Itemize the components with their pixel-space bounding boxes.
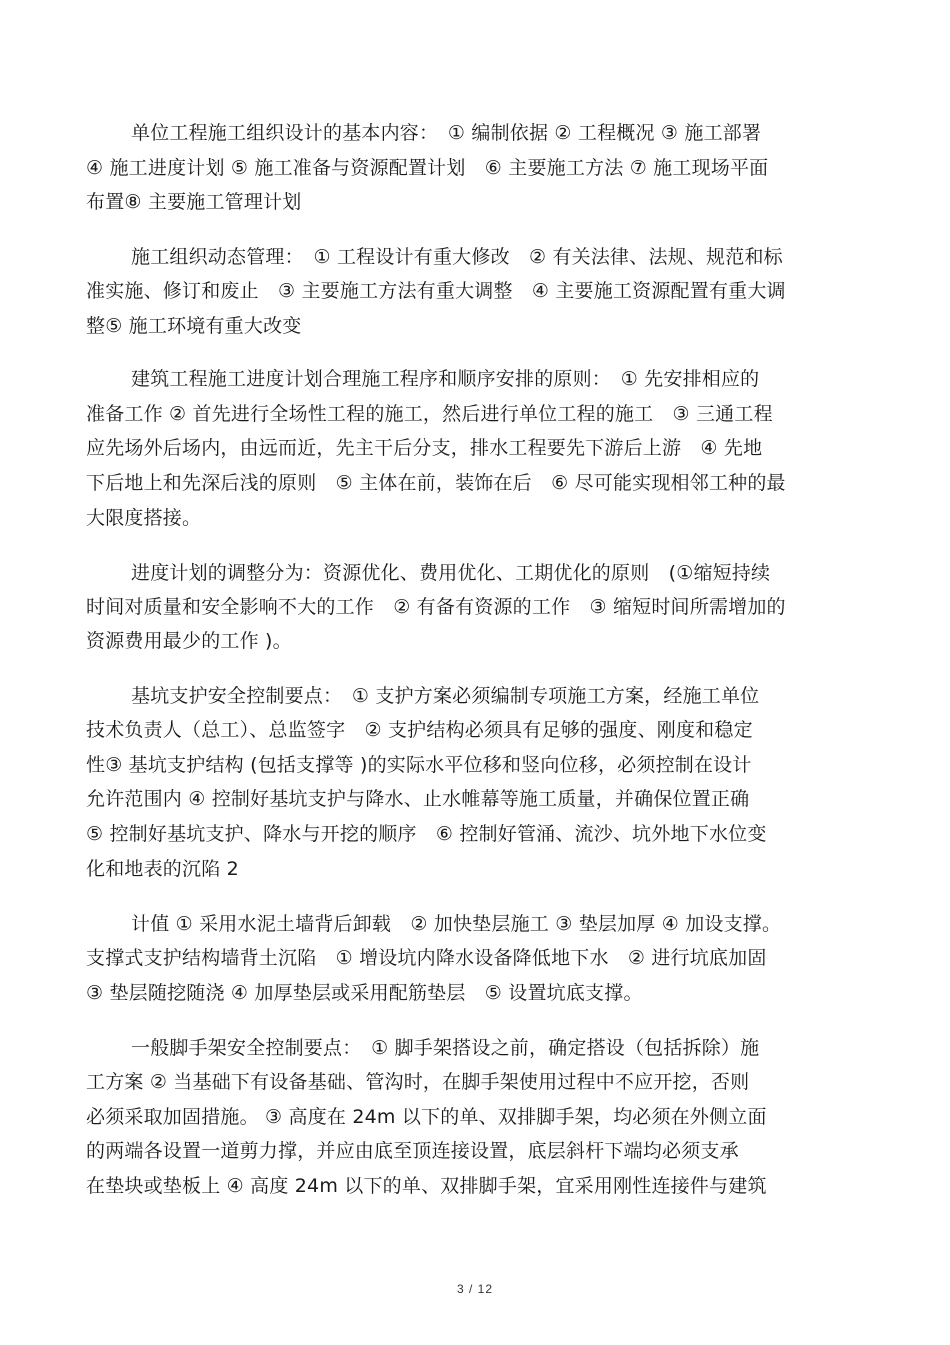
text-line: 下后地上和先深后浅的原则 ⑤ 主体在前，装饰在后 ⑥ 尽可能实现相邻工种的最 bbox=[86, 472, 786, 494]
text-line: 必须采取加固措施。 ③ 高度在 24m 以下的单、双排脚手架，均必须在外侧立面 bbox=[86, 1106, 767, 1128]
text-line: 施工组织动态管理： ① 工程设计有重大修改 ② 有关法律、法规、规范和标 bbox=[131, 246, 783, 268]
text-line: 技术负责人（总工）、总监签字 ② 支护结构必须具有足够的强度、刚度和稳定 bbox=[86, 719, 753, 741]
text-line: 建筑工程施工进度计划合理施工程序和顺序安排的原则： ① 先安排相应的 bbox=[131, 368, 760, 390]
text-line: 在垫块或垫板上 ④ 高度 24m 以下的单、双排脚手架，宜采用刚性连接件与建筑 bbox=[86, 1175, 767, 1197]
text-line: 支撑式支护结构墙背土沉陷 ① 增设坑内降水设备降低地下水 ② 进行坑底加固 bbox=[86, 947, 767, 969]
text-line: 大限度搭接。 bbox=[86, 507, 202, 529]
text-line: 进度计划的调整分为：资源优化、费用优化、工期优化的原则 (①缩短持续 bbox=[131, 562, 771, 584]
text-line: ③ 垫层随挖随浇 ④ 加厚垫层或采用配筋垫层 ⑤ 设置坑底支撑。 bbox=[86, 982, 643, 1004]
text-line: ⑤ 控制好基坑支护、降水与开挖的顺序 ⑥ 控制好管涌、流沙、坑外地下水位变 bbox=[86, 823, 767, 845]
page-number: 3 / 12 bbox=[456, 1282, 494, 1296]
text-line: 资源费用最少的工作 )。 bbox=[86, 630, 292, 652]
text-line: 性③ 基坑支护结构 (包括支撑等 )的实际水平位移和竖向位移，必须控制在设计 bbox=[86, 754, 752, 776]
text-line: 准备工作 ② 首先进行全场性工程的施工，然后进行单位工程的施工 ③ 三通工程 bbox=[86, 403, 773, 425]
text-line: 允许范围内 ④ 控制好基坑支护与降水、止水帷幕等施工质量，并确保位置正确 bbox=[86, 788, 750, 810]
text-line: 时间对质量和安全影响不大的工作 ② 有备有资源的工作 ③ 缩短时间所需增加的 bbox=[86, 596, 786, 618]
text-line: 基坑支护安全控制要点： ① 支护方案必须编制专项施工方案，经施工单位 bbox=[131, 685, 760, 707]
text-line: 一般脚手架安全控制要点： ① 脚手架搭设之前，确定搭设（包括拆除）施 bbox=[131, 1037, 760, 1059]
text-line: 应先场外后场内，由远而近，先主干后分支，排水工程要先下游后上游 ④ 先地 bbox=[86, 437, 763, 459]
text-line: 单位工程施工组织设计的基本内容： ① 编制依据 ② 工程概况 ③ 施工部署 bbox=[131, 122, 762, 144]
text-line: 整⑤ 施工环境有重大改变 bbox=[86, 315, 302, 337]
text-line: 准实施、修订和废止 ③ 主要施工方法有重大调整 ④ 主要施工资源配置有重大调 bbox=[86, 280, 786, 302]
text-line: 计值 ① 采用水泥土墙背后卸载 ② 加快垫层施工 ③ 垫层加厚 ④ 加设支撑。 bbox=[131, 913, 782, 935]
text-line: 化和地表的沉陷 2 bbox=[86, 858, 239, 880]
text-line: 布置⑧ 主要施工管理计划 bbox=[86, 191, 302, 213]
text-line: ④ 施工进度计划 ⑤ 施工准备与资源配置计划 ⑥ 主要施工方法 ⑦ 施工现场平面 bbox=[86, 157, 769, 179]
text-line: 的两端各设置一道剪力撑，并应由底至顶连接设置，底层斜杆下端均必须支承 bbox=[86, 1140, 739, 1162]
text-line: 工方案 ② 当基础下有设备基础、管沟时，在脚手架使用过程中不应开挖，否则 bbox=[86, 1071, 750, 1093]
